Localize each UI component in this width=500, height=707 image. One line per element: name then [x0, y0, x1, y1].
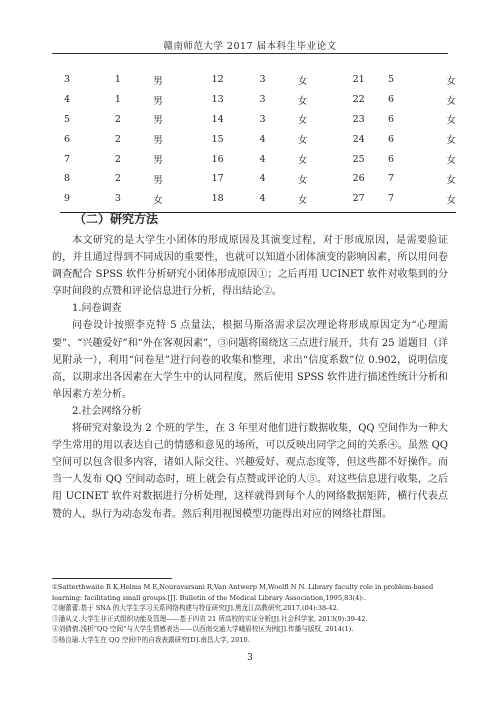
table-cell: 男 — [153, 174, 163, 186]
table-cell: 女 — [446, 95, 456, 107]
table-cell: 7 — [64, 153, 71, 165]
table-cell: 4 — [64, 94, 71, 106]
table-cell: 25 — [352, 153, 365, 165]
table-cell: 2 — [114, 173, 121, 185]
table-cell: 女 — [153, 194, 163, 206]
table-cell: 12 — [211, 74, 224, 86]
table-cell: 女 — [446, 75, 456, 87]
table-cell: 13 — [211, 94, 224, 106]
table-cell: 3 — [259, 113, 266, 125]
footnotes — [52, 582, 448, 646]
body-text — [52, 232, 448, 523]
footnote: ①Satterthwaite R K,Helms M E,Nouravarsani R,Van Antwerp M,Woelfl N N. Library faculty role in problem-based learning: facilitating small groups.[J]. Bulletin of the Medical Library Association,1995,83(4):. — [52, 583, 434, 602]
table-cell: 1 — [114, 94, 121, 106]
table-cell: 9 — [64, 193, 71, 205]
table-cell: 男 — [153, 115, 163, 127]
table-cell: 7 — [387, 173, 394, 185]
table-cell: 女 — [297, 194, 308, 206]
table-cell: 18 — [211, 193, 224, 205]
table-cell: 4 — [259, 153, 266, 165]
table-cell: 5 — [387, 74, 394, 86]
table-cell: 3 — [114, 193, 121, 205]
table-cell: 女 — [446, 135, 456, 147]
table-cell: 22 — [352, 94, 365, 106]
paragraph-network-analysis: 将研究对象设为 2 个班的学生，在 3 年里对他们进行数据收集，QQ 空间作为一种大学生常用的用以表达自己的情感和意见的场所，可以反映出同学之间的关系④。虽然 QQ 空间可以包含很多内容，诸如人际交往、兴趣爱好、观点态度等，但这些都不好操作。而当一人发布 QQ 空间动态时，班上就会有点赞或评论的人⑤。对这些信息进行收集，之后用 UCINET 软件对数据进行分析处理，这样就得到每个人的网络数据矩阵，横行代表点赞的人，纵行为动态发布者。然后利用视图模型功能得出对应的网络社群图。 — [52, 423, 448, 520]
table-row — [60, 90, 456, 110]
table-cell: 男 — [153, 95, 163, 107]
table-row — [60, 110, 456, 130]
table-cell: 女 — [446, 115, 456, 127]
table-cell: 女 — [297, 75, 308, 87]
table-cell: 6 — [387, 94, 394, 106]
table-cell: 21 — [352, 74, 365, 86]
table-cell: 16 — [211, 153, 224, 165]
table-cell: 3 — [259, 74, 266, 86]
footnote-rule — [52, 578, 172, 579]
table-cell: 6 — [64, 133, 71, 145]
table-cell: 23 — [352, 113, 365, 125]
footnote: ⑤杨良瑜.大学生在 QQ 空间中的自我表露研究[D].南昌大学, 2010. — [52, 635, 250, 644]
table-cell: 14 — [211, 113, 224, 125]
footnote: ④刘倩倩.浅析“QQ 空间”与大学生情感表达——以西南交通大学峨眉校区为例[J].传播与版权, 2014(1). — [52, 625, 354, 634]
table-cell: 27 — [352, 193, 365, 205]
table-cell: 男 — [153, 75, 163, 87]
table-cell: 4 — [259, 133, 266, 145]
table-cell: 女 — [446, 174, 456, 186]
table-cell: 17 — [211, 173, 224, 185]
table-cell: 15 — [211, 133, 224, 145]
table-cell: 男 — [153, 135, 163, 147]
page-header: 赣南师范大学 2017 届本科生毕业论文 — [163, 41, 337, 52]
section-title: （二）研究方法 — [74, 212, 159, 226]
table-cell: 2 — [114, 153, 121, 165]
table-cell: 女 — [446, 155, 456, 167]
table-cell: 1 — [114, 74, 121, 86]
table-cell: 女 — [297, 174, 308, 186]
table-body — [60, 70, 456, 209]
table-row — [60, 129, 456, 149]
table-cell: 女 — [297, 95, 308, 107]
table-row — [60, 149, 456, 169]
table-cell: 女 — [297, 115, 308, 127]
table-cell: 男 — [153, 155, 163, 167]
table-row — [60, 70, 456, 90]
table-cell: 5 — [64, 113, 71, 125]
data-table — [60, 70, 456, 209]
table-cell: 6 — [387, 153, 394, 165]
table-cell: 6 — [387, 113, 394, 125]
table-cell: 3 — [259, 94, 266, 106]
footnote: ③潘从义.大学生非正式组织功能及管理——基于四省 21 所高校的实证分析[J].社会科学家, 2013(9):39-42. — [52, 614, 368, 623]
table-cell: 26 — [352, 173, 365, 185]
table-cell: 女 — [446, 194, 456, 206]
table-cell: 女 — [297, 135, 308, 147]
table-cell: 8 — [64, 173, 71, 185]
subheading-questionnaire: 1.问卷调查 — [72, 303, 122, 315]
table-cell: 4 — [259, 193, 266, 205]
table-cell: 4 — [259, 173, 266, 185]
table-cell: 3 — [64, 74, 71, 86]
table-cell: 女 — [297, 155, 308, 167]
table-cell: 6 — [387, 133, 394, 145]
table-cell: 7 — [387, 193, 394, 205]
page-number: 3 — [247, 653, 253, 663]
table-row — [60, 189, 456, 209]
table-row — [60, 169, 456, 189]
table-cell: 2 — [114, 133, 121, 145]
subheading-network-analysis: 2.社会网络分析 — [72, 405, 142, 417]
table-cell: 2 — [114, 113, 121, 125]
paragraph-intro: 本文研究的是大学生小团体的形成原因及其演变过程，对于形成原因，是需要验证的，并且通过得到不同成因的重要性，也就可以知道小团体演变的影响因素，所以用问卷调查配合 SPSS 软件分析研究小团体形成原因①；之后再用 UCINET 软件对收集到的分享时间段的点赞和评论信息进行分析，得出结论②。 — [52, 235, 448, 298]
table-cell: 24 — [352, 133, 365, 145]
footnote: ②谢蕾蕾.基于 SNA 的大学生学习关系网络构建与特征研究[J].黑龙江高教研究,2017,(04):38-42. — [52, 604, 339, 613]
paragraph-questionnaire: 问卷设计按照李克特 5 点量法，根据马斯洛需求层次理论将形成原因定为“心理需要”、“兴趣爱好”和“外在客观因素”，③问题将围绕这三点进行展开，共有 25 道题目（详见附录一），利用“问卷星”进行问卷的收集和整理，求出“信度系数”位 0.902，说明信度高，以期求出各因素在大学生中的认同程度，然后使用 SPSS 软件进行描述性统计分析和单因素方差分析。 — [52, 320, 448, 400]
header-rule — [52, 53, 448, 54]
